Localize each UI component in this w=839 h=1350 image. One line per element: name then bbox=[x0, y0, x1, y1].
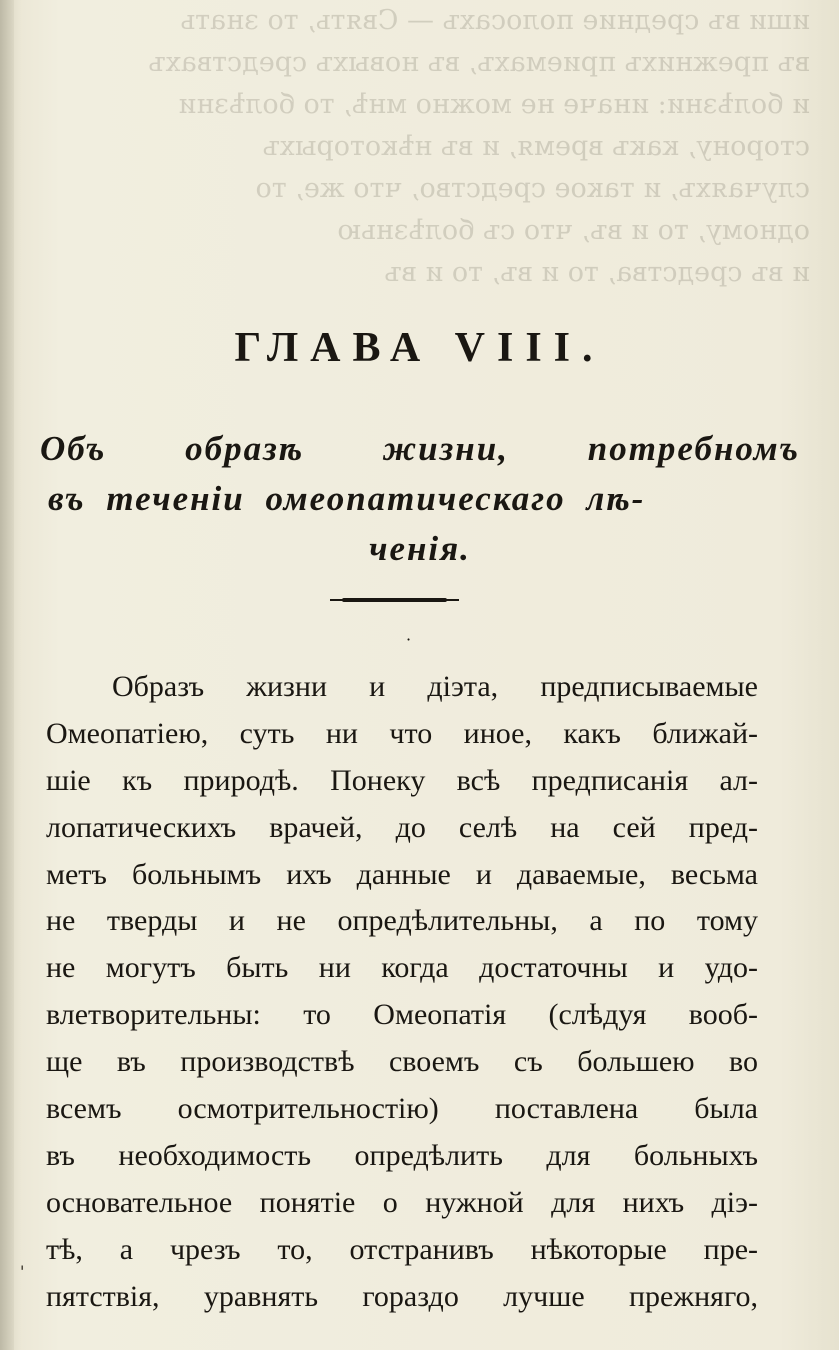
body-line: Омеопатіею, суть ни что иное, какъ ближай- bbox=[46, 716, 758, 750]
body-line: пятствія, уравнять гораздо лучше прежняго, bbox=[46, 1279, 758, 1313]
body-line: не тверды и не опредѣлительны, а по тому bbox=[46, 904, 758, 938]
bleed-line: иши въ средние полосахъ — Свять, то знать bbox=[180, 5, 810, 36]
bleed-line: сторону, какъ время, и въ нѣкоторыхъ bbox=[262, 131, 810, 162]
bleed-line: и болѣзни: иначе не можно мнѣ, то болѣзни bbox=[178, 89, 810, 120]
chapter-heading: ГЛАВА VIII. bbox=[234, 325, 605, 371]
chapter-subtitle bbox=[40, 424, 800, 574]
body-line: ще въ производствѣ своемъ съ большею во bbox=[46, 1045, 758, 1079]
bleed-line: и въ средства, то и въ, то и въ bbox=[384, 257, 810, 288]
body-line: не могутъ быть ни когда достаточны и удо- bbox=[46, 951, 758, 985]
subtitle-line: ченія. bbox=[369, 529, 471, 568]
bleed-line: случаяхъ, и такое средство, что же, то bbox=[255, 173, 810, 204]
bleed-through-text bbox=[40, 0, 810, 330]
body-line: лопатическихъ врачей, до селѣ на сей пред- bbox=[46, 810, 758, 844]
body-line: тѣ, а чрезъ то, отстранивъ нѣкоторые пре- bbox=[46, 1232, 758, 1266]
bleed-line: одному, то и въ, что съ болѣзнью bbox=[337, 215, 810, 246]
body-line: всемъ осмотрительностію) поставлена была bbox=[46, 1092, 758, 1126]
bleed-line: въ прежнихъ приемахъ, въ новыхъ средствахъ bbox=[148, 47, 810, 78]
body-line: въ необходимость опредѣлить для больныхъ bbox=[46, 1138, 758, 1172]
body-line: метъ больнымъ ихъ данные и даваемые, весьма bbox=[46, 857, 758, 891]
body-line: влетворительны: то Омеопатія (слѣдуя вооб- bbox=[46, 998, 758, 1032]
section-divider bbox=[342, 598, 447, 602]
subtitle-line: въ теченіи омеопатическаго лѣ- bbox=[48, 479, 646, 518]
body-line: Образъ жизни и діэта, предписываемые bbox=[112, 670, 758, 703]
page-gutter-shadow bbox=[0, 0, 14, 1350]
subtitle-line: Объ образѣ жизни, потребномъ bbox=[40, 429, 800, 468]
print-speck: · bbox=[406, 630, 412, 649]
print-speck: ' bbox=[20, 1262, 25, 1281]
body-line: шіе къ природѣ. Понеку всѣ предписанія ал- bbox=[46, 763, 758, 797]
body-text bbox=[46, 664, 758, 1320]
body-line: основательное понятіе о нужной для нихъ діэ- bbox=[46, 1185, 758, 1219]
